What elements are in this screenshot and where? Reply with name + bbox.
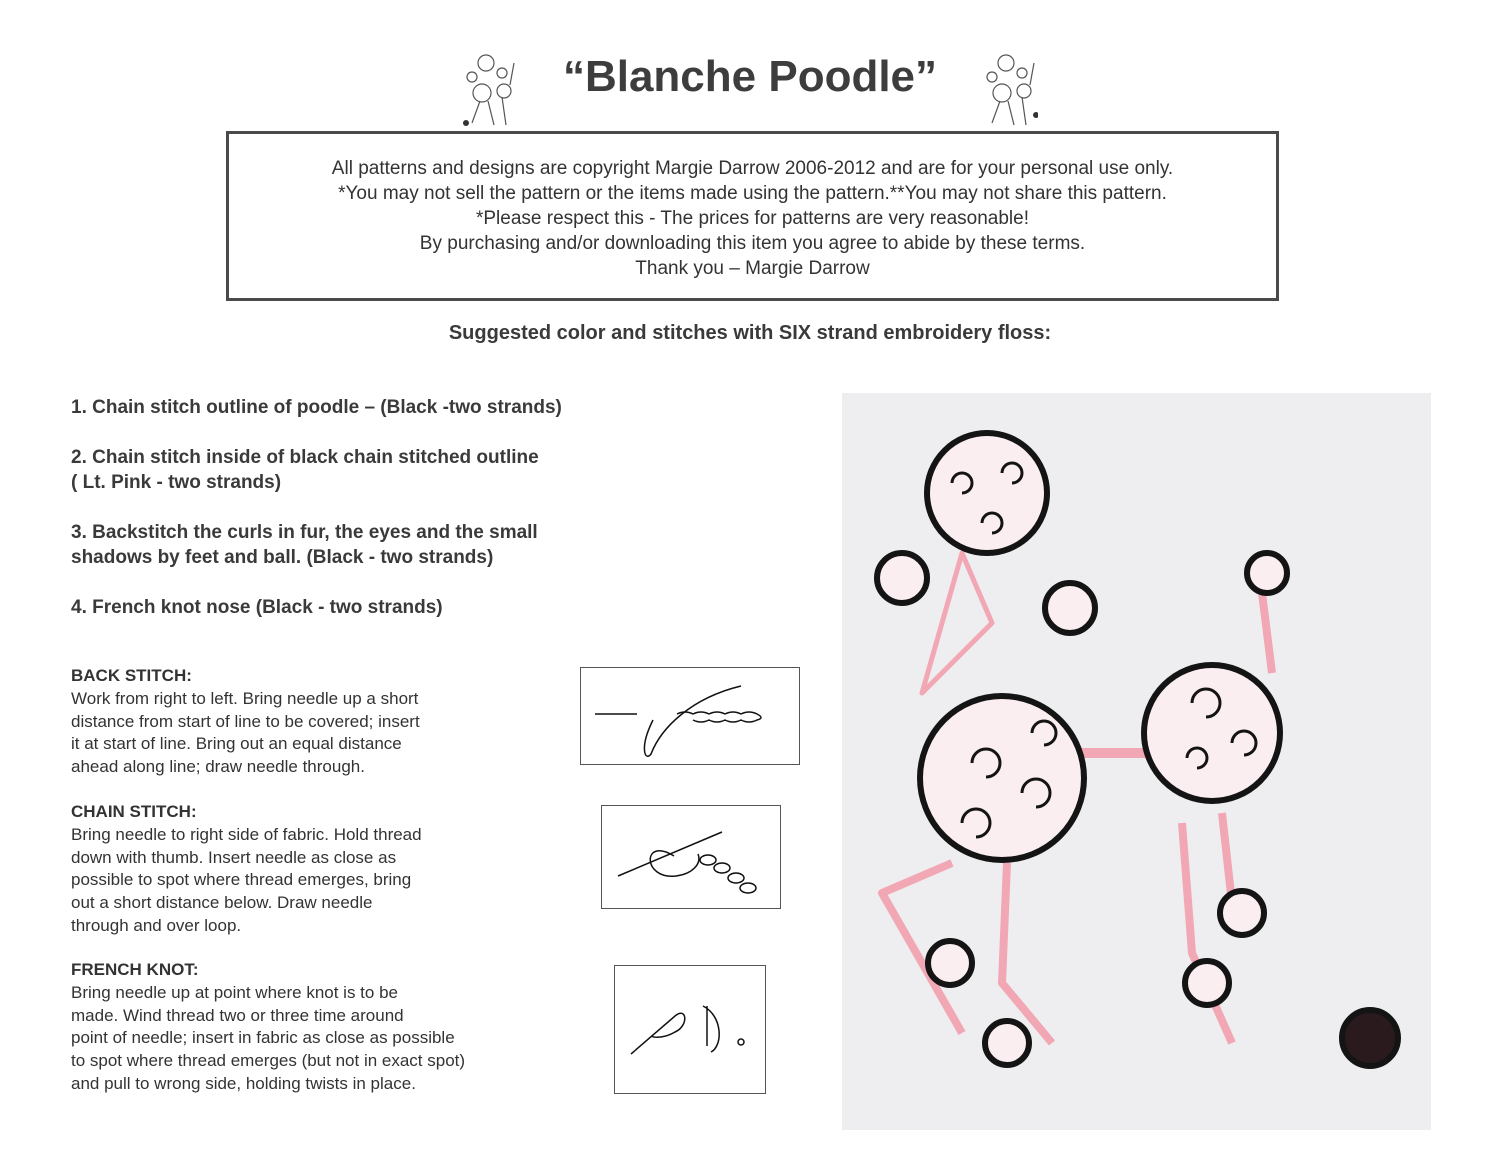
copyright-notice-box <box>226 131 1279 301</box>
step-3 <box>71 520 538 570</box>
section-line: ahead along line; draw needle through. <box>71 757 365 777</box>
section-line: down with thumb. Insert needle as close as <box>71 847 397 867</box>
chain-stitch-section <box>71 801 422 938</box>
french-knot-diagram <box>614 965 766 1094</box>
page-title: “Blanche Poodle” <box>562 52 938 101</box>
step-line: 3. Backstitch the curls in fur, the eyes and the small <box>71 522 538 543</box>
step-4 <box>71 595 443 620</box>
section-line: point of needle; insert in fabric as close as possible <box>71 1028 455 1048</box>
notice-line: Thank you – Margie Darrow <box>635 258 870 279</box>
step-line: shadows by feet and ball. (Black - two strands) <box>71 547 494 568</box>
step-2 <box>71 445 539 495</box>
section-line: distance from start of line to be covered; insert <box>71 711 420 731</box>
chain-stitch-diagram <box>601 805 781 909</box>
back-stitch-section <box>71 665 420 779</box>
section-heading: BACK STITCH: <box>71 666 192 685</box>
section-heading: CHAIN STITCH: <box>71 802 197 821</box>
section-line: Bring needle up at point where knot is to be <box>71 982 398 1002</box>
french-knot-section <box>71 959 465 1096</box>
notice-line: *You may not sell the pattern or the items made using the pattern.**You may not share this pattern. <box>338 183 1167 204</box>
section-line: to spot where thread emerges (but not in exact spot) <box>71 1051 466 1071</box>
step-line: ( Lt. Pink - two strands) <box>71 472 282 493</box>
step-1 <box>71 395 562 420</box>
embroidered-poodle-photo <box>842 393 1431 1130</box>
back-stitch-diagram <box>580 667 800 765</box>
section-line: Work from right to left. Bring needle up a short <box>71 688 419 708</box>
step-line: 2. Chain stitch inside of black chain stitched outline <box>71 447 539 468</box>
step-line: 1. Chain stitch outline of poodle – (Black -two strands) <box>71 397 562 418</box>
poodle-embroidery-illustration <box>842 393 1431 1130</box>
section-line: possible to spot where thread emerges, bring <box>71 870 412 890</box>
section-subtitle: Suggested color and stitches with SIX strand embroidery floss: <box>448 322 1052 344</box>
section-line: made. Wind thread two or three time around <box>71 1005 404 1025</box>
notice-line: By purchasing and/or downloading this item you agree to abide by these terms. <box>419 233 1086 254</box>
notice-line: *Please respect this - The prices for patterns are very reasonable! <box>475 208 1030 229</box>
section-line: it at start of line. Bring out an equal distance <box>71 734 402 754</box>
notice-line: All patterns and designs are copyright Margie Darrow 2006-2012 and are for your personal use only. <box>331 158 1174 179</box>
section-line: through and over loop. <box>71 915 242 935</box>
section-line: Bring needle to right side of fabric. Hold thread <box>71 824 422 844</box>
section-line: and pull to wrong side, holding twists in place. <box>71 1073 416 1093</box>
step-line: 4. French knot nose (Black - two strands) <box>71 597 443 618</box>
section-heading: FRENCH KNOT: <box>71 960 199 979</box>
section-line: out a short distance below. Draw needle <box>71 893 373 913</box>
